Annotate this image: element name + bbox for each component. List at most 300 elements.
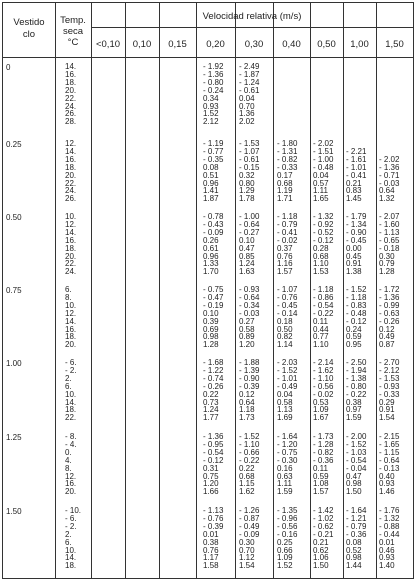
pmv-value: 0.18 (277, 316, 293, 326)
pmv-value: - 1.88 (239, 358, 260, 367)
pmv-value: 1.36 (239, 109, 255, 119)
pmv-value: 0.82 (277, 332, 293, 342)
pmv-value: 1.71 (277, 194, 293, 204)
pmv-value: - 0.95 (203, 439, 224, 449)
pmv-value: - 0.33 (277, 162, 298, 172)
value-column-v050 (313, 507, 333, 570)
value-column-v040 (277, 140, 297, 203)
pmv-value: 0.89 (239, 332, 255, 342)
pmv-value: - 0.39 (239, 381, 260, 391)
temp-value: 14. (65, 397, 77, 407)
pmv-value: - 0.15 (239, 162, 260, 172)
pmv-value: - 0.61 (239, 85, 260, 95)
pmv-value: 0.93 (203, 101, 219, 111)
pmv-value: 0.96 (203, 251, 219, 261)
pmv-value: 0.53 (313, 397, 329, 407)
pmv-value: 0.22 (203, 389, 219, 399)
value-column-v050 (313, 213, 333, 276)
pmv-value: - 0.13 (379, 463, 400, 473)
pmv-value: - 0.93 (379, 381, 400, 391)
pmv-value: 1.63 (239, 267, 255, 277)
temp-value: 14. (65, 227, 77, 237)
value-column-v050 (313, 359, 333, 422)
value-column-v100 (346, 433, 366, 496)
pmv-value: - 0.65 (379, 235, 400, 245)
temp-value: 16. (65, 154, 77, 164)
pmv-value: 0.01 (379, 537, 395, 547)
value-column-v020 (203, 213, 223, 276)
pmv-value: - 0.22 (239, 455, 260, 465)
pmv-value: 1.29 (239, 186, 255, 196)
temp-value: 18. (65, 561, 77, 571)
pmv-value: 1.08 (313, 479, 329, 489)
pmv-value: 0.57 (313, 178, 329, 188)
pmv-value: - 0.24 (203, 85, 224, 95)
temp-value: 14. (65, 146, 77, 156)
pmv-value: - 1.13 (379, 227, 400, 237)
pmv-value: - 2.12 (379, 365, 400, 375)
pmv-value: 0.98 (203, 332, 219, 342)
pmv-value: 0.04 (277, 389, 293, 399)
pmv-value: 0.08 (203, 162, 219, 172)
pmv-value: - 0.26 (379, 316, 400, 326)
pmv-value: - 1.53 (239, 139, 260, 148)
temp-value: 4. (65, 455, 72, 465)
pmv-value: 0.38 (203, 537, 219, 547)
temp-value: 14. (65, 316, 77, 326)
pmv-value: 1.62 (239, 487, 255, 497)
temp-value: - 2. (65, 365, 77, 375)
temp-value: 0. (65, 447, 72, 457)
pmv-value: - 0.44 (379, 529, 400, 539)
pmv-value: - 1.51 (313, 146, 334, 156)
value-column-v100 (346, 286, 366, 349)
pmv-value: 0.17 (277, 170, 293, 180)
pmv-value: - 1.36 (203, 69, 224, 79)
pmv-value: - 1.68 (203, 358, 224, 367)
pmv-value: 0.12 (379, 324, 395, 334)
pmv-value: - 1.60 (379, 219, 400, 229)
pmv-value: - 0.18 (379, 243, 400, 253)
pmv-value: 1.87 (203, 194, 219, 204)
pmv-value: 0.30 (239, 537, 255, 547)
pmv-value: 0.28 (313, 243, 329, 253)
pmv-value: - 0.88 (379, 521, 400, 531)
pmv-value: - 1.53 (379, 373, 400, 383)
pmv-value: - 0.99 (379, 300, 400, 310)
pmv-value: 1.52 (203, 109, 219, 119)
pmv-value: 0.30 (379, 251, 395, 261)
pmv-value: - 1.79 (346, 212, 367, 221)
temp-column (65, 63, 76, 126)
pmv-value: - 1.07 (277, 285, 298, 294)
pmv-value: 0.85 (239, 251, 255, 261)
pmv-value: - 0.54 (313, 300, 334, 310)
temp-value: 18. (65, 243, 77, 253)
pmv-value: - 0.77 (203, 146, 224, 156)
temp-value: 2. (65, 529, 72, 539)
pmv-value: - 1.87 (239, 69, 260, 79)
pmv-value: 1.10 (313, 340, 329, 350)
pmv-value: - 0.64 (239, 219, 260, 229)
pmv-value: 1.50 (313, 561, 329, 571)
pmv-value: - 2.14 (313, 358, 334, 367)
pmv-value: - 0.02 (277, 235, 298, 245)
pmv-value: - 0.12 (203, 455, 224, 465)
pmv-value: 0.21 (313, 537, 329, 547)
value-column-v020 (203, 140, 223, 203)
temp-value: 18. (65, 77, 77, 87)
pmv-value: - 1.19 (203, 139, 224, 148)
pmv-value: - 0.34 (239, 300, 260, 310)
pmv-value: 0.00 (346, 243, 362, 253)
pmv-value: 0.27 (239, 316, 255, 326)
pmv-value: - 0.12 (346, 316, 367, 326)
pmv-value: - 2.03 (277, 358, 298, 367)
pmv-value: - 0.12 (313, 235, 334, 245)
value-column-v030 (239, 213, 259, 276)
pmv-value: 0.11 (313, 463, 328, 473)
pmv-value: 1.20 (239, 340, 255, 350)
pmv-value: - 0.39 (203, 521, 224, 531)
header-vestido (3, 17, 55, 41)
value-column-v050 (313, 140, 333, 203)
pmv-value: 1.58 (203, 561, 219, 571)
value-column-v030 (239, 286, 259, 349)
pmv-value: - 0.54 (346, 455, 367, 465)
value-column-v020 (203, 63, 223, 126)
pmv-value: 0.21 (346, 178, 362, 188)
header-velocity-3: 0,20 (206, 39, 225, 50)
pmv-value: 0.01 (203, 529, 219, 539)
pmv-value: 1.46 (379, 487, 395, 497)
pmv-value: - 0.87 (239, 513, 260, 523)
temp-value: 12. (65, 139, 77, 148)
pmv-value: 0.58 (239, 324, 255, 334)
temp-value: 16. (65, 235, 77, 245)
temp-value: 20. (65, 340, 77, 350)
value-column-v040 (277, 286, 297, 349)
pmv-value: - 1.07 (239, 146, 260, 156)
pmv-value: - 1.18 (277, 212, 298, 221)
pmv-value: 1.33 (203, 259, 219, 269)
pmv-value: 0.79 (379, 259, 395, 269)
pmv-table (2, 2, 414, 579)
pmv-value: - 0.04 (346, 463, 367, 473)
pmv-value: - 0.75 (203, 285, 224, 294)
pmv-value: 1.41 (203, 186, 219, 196)
clo-value: 0.25 (6, 140, 22, 149)
pmv-value: 0.69 (203, 324, 219, 334)
pmv-value: 0.87 (379, 340, 395, 350)
pmv-value: - 1.01 (277, 373, 298, 383)
pmv-value: 0.32 (239, 170, 255, 180)
pmv-value: 0.93 (379, 553, 395, 563)
temp-value: 14. (65, 62, 77, 71)
pmv-value: - 2.50 (346, 358, 367, 367)
pmv-value: 1.52 (277, 561, 293, 571)
pmv-value: - 0.66 (239, 447, 260, 457)
value-column-v100 (346, 359, 366, 422)
pmv-value: 0.16 (277, 463, 293, 473)
temp-value: 22. (65, 413, 77, 423)
pmv-value: 1.28 (379, 267, 395, 277)
pmv-value: - 1.64 (346, 506, 367, 515)
value-column-v040 (277, 213, 297, 276)
pmv-value: 1.19 (277, 186, 293, 196)
pmv-value: 0.26 (203, 235, 219, 245)
pmv-value: - 0.90 (239, 373, 260, 383)
pmv-value: 2.02 (239, 117, 255, 127)
pmv-value: 0.61 (203, 243, 219, 253)
temp-column (65, 359, 77, 422)
pmv-value: 0.47 (346, 471, 362, 481)
header-temp (55, 15, 91, 48)
pmv-value: - 1.52 (277, 365, 298, 375)
temp-value: - 6. (65, 513, 77, 523)
temp-value: 26. (65, 109, 77, 119)
pmv-value: 0.39 (203, 316, 219, 326)
pmv-value: - 0.86 (313, 292, 334, 302)
pmv-value: 0.45 (346, 251, 362, 261)
value-column-v100 (346, 507, 366, 570)
header-velocity-7: 1,00 (350, 39, 369, 50)
value-column-v150 (379, 286, 399, 349)
pmv-value: - 0.61 (239, 154, 260, 164)
temp-value: 10. (65, 389, 77, 399)
clo-value: 0.50 (6, 213, 22, 222)
pmv-value: 0.68 (277, 178, 293, 188)
pmv-value: - 0.21 (313, 529, 334, 539)
clo-value: 1.25 (6, 433, 22, 442)
pmv-value: - 0.49 (277, 381, 298, 391)
pmv-value: - 0.52 (313, 227, 334, 237)
pmv-value: - 1.92 (203, 62, 224, 71)
pmv-value: 0.04 (313, 170, 329, 180)
pmv-value: - 1.36 (203, 432, 224, 441)
pmv-value: 1.11 (277, 479, 292, 489)
pmv-value: 1.66 (203, 487, 219, 497)
pmv-value: 0.38 (346, 397, 362, 407)
pmv-value: - 0.71 (379, 170, 400, 180)
header-velocity-2: 0,15 (168, 39, 187, 50)
value-column-v040 (277, 507, 297, 570)
pmv-value: - 0.80 (203, 77, 224, 87)
pmv-value: - 0.41 (346, 170, 367, 180)
pmv-value: - 0.26 (203, 381, 224, 391)
pmv-value: - 0.76 (203, 513, 224, 523)
temp-value: 10. (65, 212, 77, 221)
pmv-value: - 1.62 (313, 365, 334, 375)
pmv-value: 0.64 (379, 186, 395, 196)
pmv-value: 0.73 (203, 397, 219, 407)
pmv-value: - 1.28 (313, 439, 334, 449)
pmv-value: 0.95 (346, 340, 362, 350)
pmv-value: - 1.24 (239, 77, 260, 87)
pmv-value: 0.93 (379, 479, 395, 489)
clo-value: 0.75 (6, 286, 22, 295)
pmv-value: - 0.93 (239, 285, 260, 294)
pmv-value: - 2.15 (379, 432, 400, 441)
temp-value: 8. (65, 292, 72, 302)
pmv-value: 1.70 (203, 267, 219, 277)
pmv-value: 0.22 (239, 463, 255, 473)
pmv-value: 1.24 (239, 259, 255, 269)
value-column-v020 (203, 433, 223, 496)
pmv-value: - 1.15 (379, 447, 400, 457)
pmv-value: - 1.00 (313, 154, 334, 164)
pmv-value: 0.08 (346, 537, 362, 547)
pmv-value: 0.40 (379, 471, 395, 481)
header-temp-line1: Temp. (60, 15, 86, 26)
pmv-value: - 0.36 (346, 529, 367, 539)
pmv-value: - 0.09 (239, 529, 260, 539)
pmv-value: 1.32 (379, 194, 395, 204)
pmv-value: - 0.56 (313, 381, 334, 391)
header-velocity-8: 1,50 (385, 39, 404, 50)
pmv-value: - 2.70 (379, 358, 400, 367)
temp-value: 14. (65, 553, 77, 563)
pmv-value: 1.10 (313, 259, 329, 269)
pmv-value: 0.91 (379, 405, 395, 415)
pmv-value: - 1.22 (203, 365, 224, 375)
temp-column (65, 507, 81, 570)
pmv-value: 0.04 (239, 93, 255, 103)
pmv-value: - 0.63 (379, 308, 400, 318)
pmv-value: - 2.07 (379, 212, 400, 221)
pmv-value: - 1.01 (346, 162, 367, 172)
value-column-v150 (379, 433, 399, 496)
pmv-value: 0.10 (239, 235, 255, 245)
value-column-v050 (313, 286, 333, 349)
pmv-value: 0.51 (203, 170, 219, 180)
value-column-v020 (203, 286, 223, 349)
pmv-value: - 0.22 (313, 308, 334, 318)
pmv-value: - 1.03 (346, 447, 367, 457)
pmv-value: - 0.75 (277, 447, 298, 457)
temp-column (65, 286, 76, 349)
pmv-value: 0.37 (277, 243, 293, 253)
pmv-value: - 0.96 (277, 513, 298, 523)
temp-value: 10. (65, 545, 77, 555)
pmv-value: 0.44 (313, 324, 329, 334)
pmv-value: 1.14 (277, 340, 293, 350)
pmv-value: - 1.31 (277, 146, 298, 156)
pmv-value: 0.10 (203, 308, 219, 318)
pmv-value: 1.09 (313, 405, 329, 415)
temp-value: 20. (65, 85, 77, 95)
pmv-value: 1.16 (277, 259, 293, 269)
pmv-value: - 1.52 (346, 439, 367, 449)
temp-value: 22. (65, 93, 77, 103)
pmv-value: - 1.73 (313, 432, 334, 441)
pmv-value: 1.28 (203, 340, 219, 350)
pmv-value: - 1.52 (239, 432, 260, 441)
value-column-v020 (203, 507, 223, 570)
header-temp-line2: seca (62, 26, 84, 37)
pmv-value: 1.24 (203, 405, 219, 415)
pmv-value: - 1.02 (313, 513, 334, 523)
pmv-value: - 1.21 (346, 513, 367, 523)
pmv-value: 0.62 (313, 545, 329, 555)
header-temp-line3: °C (67, 37, 79, 48)
header-velocity-4: 0,30 (244, 39, 264, 50)
pmv-value: - 0.43 (203, 219, 224, 229)
pmv-value: 0.49 (379, 332, 395, 342)
pmv-value: - 0.83 (346, 300, 367, 310)
pmv-value: 0.50 (277, 324, 293, 334)
pmv-value: 1.54 (379, 413, 395, 423)
pmv-value: 1.38 (346, 267, 362, 277)
pmv-value: 1.57 (313, 487, 329, 497)
pmv-value: - 0.47 (203, 292, 224, 302)
pmv-value: - 1.39 (239, 365, 260, 375)
pmv-value: - 0.64 (239, 292, 260, 302)
pmv-value: 1.12 (239, 553, 255, 563)
temp-value: 26. (65, 194, 77, 204)
pmv-value: - 1.13 (203, 506, 224, 515)
pmv-value: - 1.35 (277, 506, 298, 515)
temp-value: 2. (65, 373, 72, 383)
pmv-value: - 0.16 (277, 529, 298, 539)
pmv-value: - 0.48 (313, 162, 334, 172)
temp-value: 16. (65, 324, 77, 334)
temp-value: - 2. (65, 521, 77, 531)
pmv-value: 0.31 (203, 463, 219, 473)
pmv-value: 2.12 (203, 117, 219, 127)
pmv-value: 0.11 (313, 316, 328, 326)
value-column-v100 (346, 140, 366, 203)
pmv-value: - 1.18 (313, 285, 334, 294)
temp-value: 24. (65, 267, 77, 277)
pmv-value: 0.63 (277, 471, 293, 481)
pmv-value: - 0.76 (277, 292, 298, 302)
temp-value: 18. (65, 332, 77, 342)
pmv-value: - 1.00 (239, 212, 260, 221)
pmv-value: 0.91 (346, 259, 362, 269)
temp-value: 24. (65, 186, 77, 196)
pmv-value: 1.50 (346, 487, 362, 497)
pmv-value: 1.78 (239, 194, 255, 204)
value-column-v150 (379, 507, 399, 570)
pmv-value: 1.54 (239, 561, 255, 571)
pmv-value: - 2.49 (239, 62, 260, 71)
pmv-value: 1.45 (346, 194, 362, 204)
pmv-value: - 0.80 (346, 381, 367, 391)
value-column-v040 (277, 433, 297, 496)
pmv-value: - 1.94 (346, 365, 367, 375)
temp-value: 12. (65, 471, 77, 481)
pmv-value: - 0.62 (313, 521, 334, 531)
temp-value: - 4. (65, 439, 77, 449)
pmv-value: 0.75 (203, 471, 219, 481)
clo-value: 1.50 (6, 507, 22, 516)
pmv-value: - 0.03 (239, 308, 260, 318)
pmv-value: - 0.19 (203, 300, 224, 310)
temp-value: - 10. (65, 506, 82, 515)
pmv-value: - 1.80 (277, 139, 298, 148)
pmv-value: - 0.09 (203, 227, 224, 237)
pmv-value: - 0.27 (239, 227, 260, 237)
temp-value: 6. (65, 537, 72, 547)
temp-value: 16. (65, 69, 77, 79)
pmv-value: 0.68 (239, 471, 255, 481)
pmv-value: - 0.79 (277, 219, 298, 229)
pmv-value: - 0.82 (313, 447, 334, 457)
pmv-value: - 0.02 (313, 389, 334, 399)
pmv-value: 0.70 (239, 101, 255, 111)
pmv-value: - 0.74 (203, 373, 224, 383)
